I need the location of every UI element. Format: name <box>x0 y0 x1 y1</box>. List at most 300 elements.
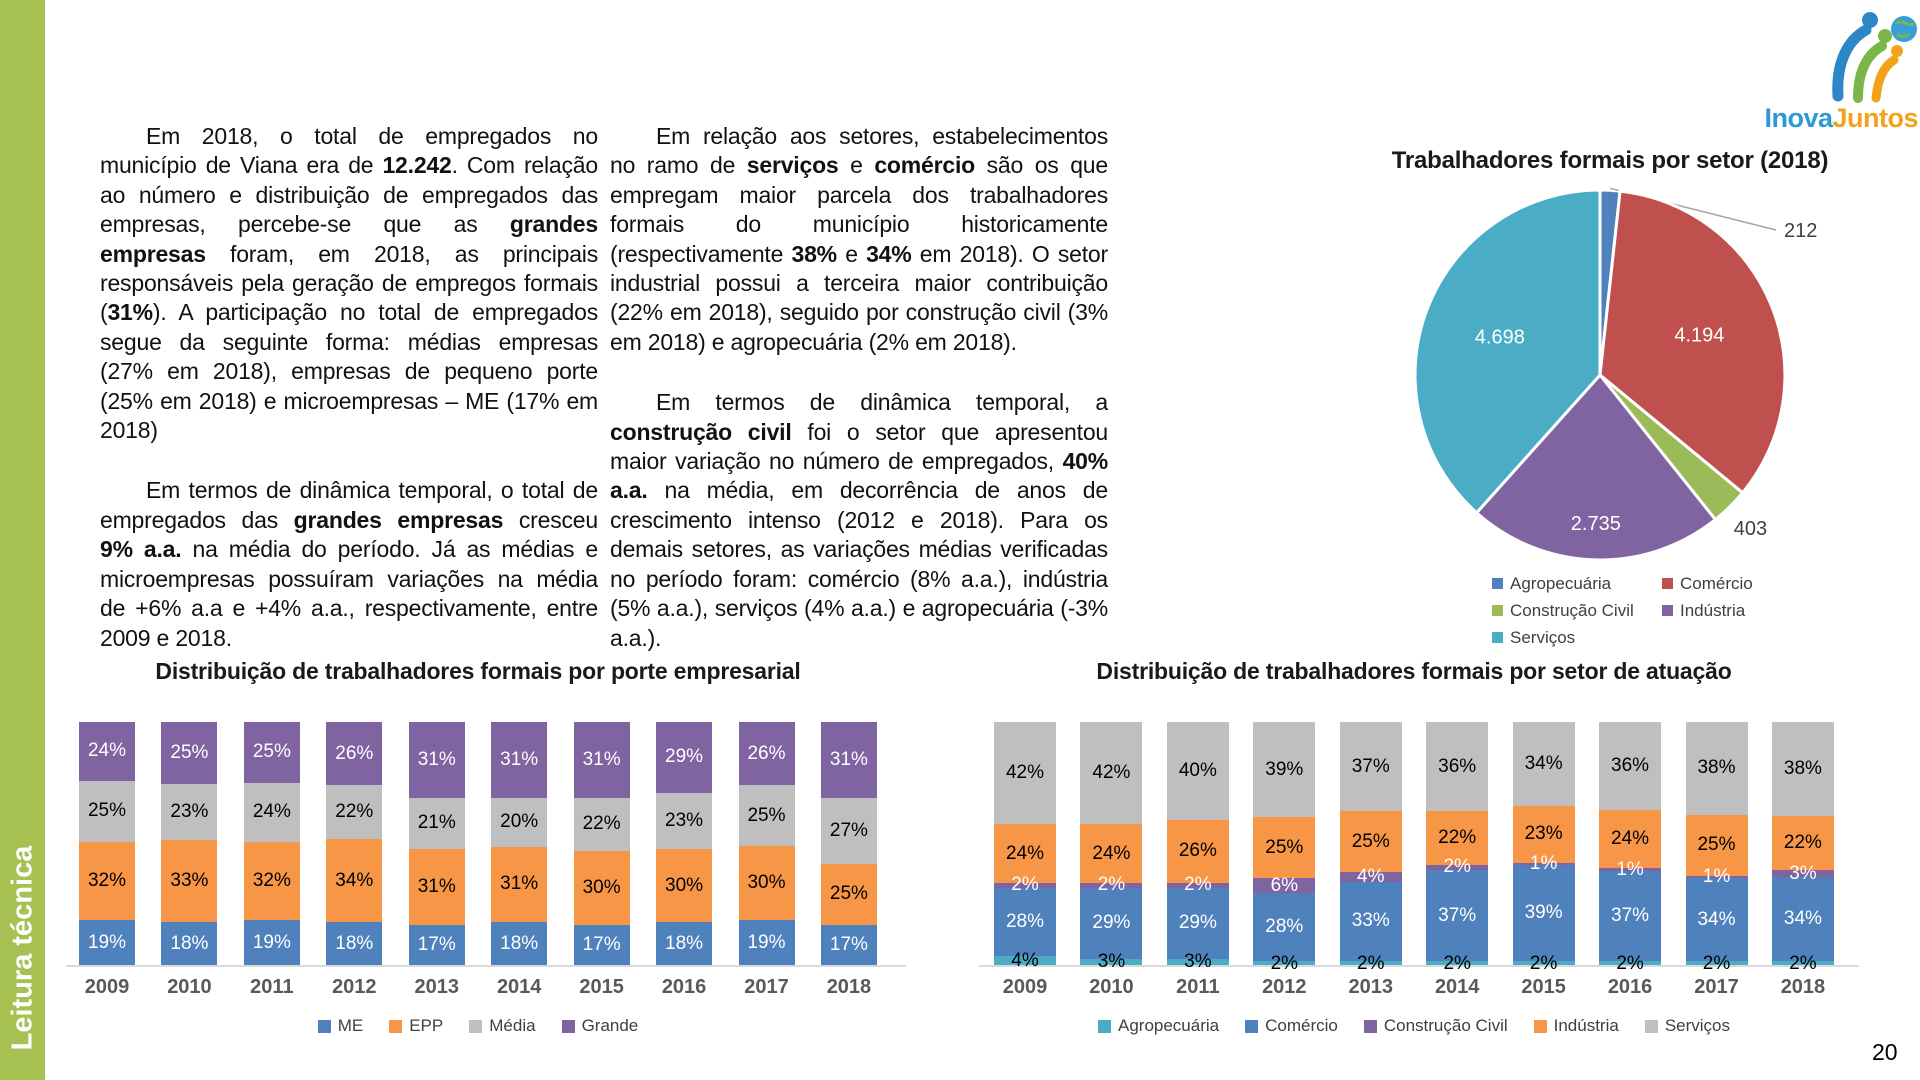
bar-segment-ME <box>491 922 547 966</box>
bar-segment-Grande <box>326 722 382 785</box>
data-label: 22% <box>1783 831 1822 853</box>
x-axis-label: 2011 <box>250 976 294 998</box>
text-run: na média do período. Já as médias e microempresas possuíram variações na média de +6% a.a e +4% a.a., respectivamente, entre 2009 e 2018. <box>100 536 598 651</box>
pie-data-label: 4.698 <box>1474 326 1525 349</box>
data-label: 25% <box>87 800 127 822</box>
data-label: 27% <box>829 819 868 841</box>
bold-text-run: grandes empresas <box>100 211 598 267</box>
stacked-bar-2016 <box>656 722 712 966</box>
stacked-bar-2011 <box>244 722 300 966</box>
legend-label: Agropecuária <box>1510 573 1612 593</box>
data-label: 37% <box>1351 755 1390 777</box>
bar-segment-Construção Civil <box>1599 858 1661 880</box>
stacked-bar-2010 <box>1080 722 1142 973</box>
text-column-1 <box>100 122 598 653</box>
legend-item-Comércio <box>1662 570 1832 597</box>
bar-segment-ME <box>821 925 877 967</box>
data-label: 23% <box>170 800 209 822</box>
data-label: 24% <box>1092 842 1131 864</box>
stacked-bar-2017 <box>1686 722 1748 974</box>
legend-item-Agropecuária <box>1098 1016 1219 1036</box>
text-run: são os que empregam maior parcela dos trabalhadores formais do município historicamente (respectivamente <box>610 152 1108 267</box>
data-label: 26% <box>1178 840 1217 862</box>
bar-segment-Comércio <box>1599 871 1661 961</box>
data-label: 24% <box>252 801 291 823</box>
data-label: 34% <box>1783 908 1822 930</box>
bar-segment-ME <box>79 920 135 966</box>
bar-segment-ME <box>739 920 795 966</box>
legend-swatch <box>1645 1020 1658 1033</box>
x-axis-label: 2013 <box>414 976 459 998</box>
legend-item-Construção Civil <box>1364 1016 1508 1036</box>
x-axis-label: 2009 <box>84 976 130 998</box>
bar-segment-EPP <box>491 847 547 923</box>
bar-segment-Construção Civil <box>1772 862 1834 884</box>
stacked-bar-2018 <box>1772 722 1834 974</box>
paragraph <box>610 388 1108 653</box>
stacked-bar-2010 <box>161 722 217 966</box>
data-label: 2% <box>1702 952 1731 974</box>
bar-segment-ME <box>574 925 630 967</box>
data-label: 32% <box>87 869 127 891</box>
text-run: Em 2018, o total de empregados no município de Viana era de <box>100 123 598 179</box>
legend-label: Média <box>489 1016 536 1035</box>
data-label: 39% <box>1265 758 1304 780</box>
data-label: 32% <box>252 869 291 891</box>
data-label: 19% <box>747 931 786 953</box>
legend-swatch <box>562 1020 575 1033</box>
bar-segment-Construção Civil <box>1167 874 1229 896</box>
bar-segment-Serviços <box>994 722 1056 825</box>
bar-segment-Serviços <box>1513 722 1575 806</box>
bold-text-run: 9% a.a. <box>100 536 182 563</box>
bold-text-run: construção civil <box>610 418 792 445</box>
paragraph <box>100 122 598 445</box>
logo-figure-orange-head <box>1891 45 1903 57</box>
bar-segment-EPP <box>409 849 465 925</box>
text-run: foi o setor que apresentou maior variação no número de empregados, <box>610 418 1108 475</box>
legend-label: Indústria <box>1553 1016 1619 1035</box>
x-axis-line <box>979 965 1859 967</box>
x-axis-label: 2012 <box>332 976 377 998</box>
legend-item-Grande <box>562 1016 639 1036</box>
data-label: 2% <box>1011 874 1039 896</box>
x-axis-label: 2014 <box>496 976 542 998</box>
inovajuntos-wordmark <box>1730 103 1918 134</box>
data-label: 19% <box>252 931 291 953</box>
data-label: 17% <box>582 934 621 956</box>
data-label: 30% <box>747 872 786 894</box>
data-label: 25% <box>747 804 786 826</box>
bar-segment-Comércio <box>1426 870 1488 961</box>
legend-swatch <box>1492 632 1503 643</box>
bar-segment-ME <box>409 925 465 967</box>
stacked-bar-2009 <box>994 722 1056 972</box>
data-label: 25% <box>1265 836 1304 858</box>
bar-segment-Grande <box>656 722 712 793</box>
text-run: na média, em decorrência de anos de crescimento intenso (2012 e 2018). Para os demais setores, as variações médias verificadas no período foram: comércio (8% a.a.), indústria (5% a.a.), serviços (4% a.a.) e agropecuária (-3% a.a.). <box>610 477 1108 651</box>
data-label: 2% <box>1270 952 1299 974</box>
bar-chart-setor-title: Distribuição de trabalhadores formais por setor de atuação <box>1096 658 1732 684</box>
text-run: e <box>838 152 875 179</box>
data-label: 3% <box>1184 951 1212 973</box>
bar-segment-Média <box>326 785 382 839</box>
bar-segment-Comércio <box>1080 888 1142 959</box>
data-label: 2% <box>1443 856 1471 878</box>
pie-chart-legend <box>1492 570 1852 651</box>
legend-swatch <box>1662 605 1673 616</box>
x-axis-label: 2017 <box>744 976 789 998</box>
logo-figure-orange <box>1876 60 1894 98</box>
bar-segment-Comércio <box>994 888 1056 956</box>
data-label: 19% <box>87 931 127 953</box>
bar-segment-EPP <box>161 840 217 921</box>
x-axis-label: 2016 <box>661 976 707 998</box>
data-label: 36% <box>1438 755 1477 777</box>
bar-segment-Grande <box>574 722 630 798</box>
bar-segment-Construção Civil <box>994 874 1056 896</box>
data-label: 31% <box>500 873 539 895</box>
data-label: 26% <box>747 742 786 764</box>
data-label: 25% <box>252 741 291 763</box>
data-label: 34% <box>1524 752 1563 774</box>
bar-segment-Indústria <box>1253 817 1315 878</box>
bar-segment-Serviços <box>1772 722 1834 816</box>
bar-segment-Grande <box>161 722 217 784</box>
bar-segment-Indústria <box>1686 815 1748 876</box>
bar-segment-Média <box>656 793 712 849</box>
stacked-bar-2013 <box>1340 722 1402 974</box>
bar-segment-Serviços <box>1686 722 1748 815</box>
pie-chart <box>1390 170 1920 590</box>
data-label: 22% <box>582 813 621 835</box>
bold-text-run: 31% <box>107 299 153 326</box>
bar-segment-Serviços <box>1080 722 1142 825</box>
data-label: 2% <box>1443 952 1471 974</box>
data-label: 33% <box>1351 910 1390 932</box>
data-label: 1% <box>1616 858 1644 880</box>
bar-segment-Indústria <box>1513 806 1575 863</box>
bar-segment-Média <box>739 785 795 846</box>
legend-item-Serviços <box>1492 624 1662 651</box>
paragraph <box>100 476 598 652</box>
paragraph <box>610 122 1108 357</box>
stacked-bar-2014 <box>1426 722 1488 974</box>
text-run: Em termos de dinâmica temporal, a <box>656 389 1108 416</box>
legend-swatch <box>1662 578 1673 589</box>
bar-segment-ME <box>244 920 300 966</box>
x-axis-label: 2018 <box>826 976 872 998</box>
x-axis-label: 2016 <box>1607 976 1653 998</box>
text-run: e <box>836 240 867 267</box>
data-label: 36% <box>1611 754 1650 776</box>
bar-segment-Média <box>79 781 135 842</box>
stacked-bar-2015 <box>574 722 630 966</box>
bold-text-run: 12.242 <box>382 152 452 179</box>
data-label: 2% <box>1789 952 1817 974</box>
stacked-bar-2014 <box>491 722 547 966</box>
data-label: 4% <box>1357 865 1385 887</box>
bar-segment-Serviços <box>1599 722 1661 810</box>
data-label: 37% <box>1611 904 1650 926</box>
legend-label: Grande <box>581 1016 639 1035</box>
bold-text-run: 40% a.a. <box>610 448 1108 504</box>
x-axis-label: 2015 <box>579 976 624 998</box>
bar-segment-EPP <box>326 839 382 922</box>
legend-swatch <box>1492 605 1503 616</box>
data-label: 30% <box>665 874 704 896</box>
legend-item-Serviços <box>1645 1016 1730 1036</box>
bar-segment-Média <box>161 784 217 841</box>
legend-swatch <box>318 1020 331 1033</box>
legend-swatch <box>1245 1020 1258 1033</box>
bar-segment-Média <box>409 798 465 849</box>
data-label: 3% <box>1789 862 1817 884</box>
bar-segment-Grande <box>244 722 300 783</box>
bar-segment-Grande <box>79 722 135 781</box>
legend-item-Indústria <box>1662 597 1832 624</box>
bar-segment-Serviços <box>1253 722 1315 817</box>
data-label: 18% <box>170 932 209 954</box>
bar-segment-Grande <box>409 722 465 798</box>
bar-segment-Indústria <box>1599 810 1661 869</box>
data-label: 25% <box>170 741 209 763</box>
side-band <box>0 0 45 1080</box>
data-label: 1% <box>1529 852 1558 874</box>
legend-label: Serviços <box>1664 1016 1731 1035</box>
bar-segment-EPP <box>244 842 300 920</box>
data-label: 28% <box>1005 911 1045 933</box>
data-label: 39% <box>1524 902 1563 924</box>
legend-item-Construção Civil <box>1492 597 1662 624</box>
bar-segment-Construção Civil <box>1340 865 1402 887</box>
data-label: 40% <box>1178 759 1217 781</box>
legend-label: Comércio <box>1265 1016 1338 1035</box>
text-column-2 <box>610 122 1108 653</box>
bar-segment-Grande <box>739 722 795 785</box>
bar-segment-Indústria <box>1340 811 1402 871</box>
data-label: 29% <box>1092 912 1131 934</box>
data-label: 23% <box>665 809 704 831</box>
text-run: ). A participação no total de empregados segue da seguinte forma: médias empresas (27% em 2018), empresas de pequeno porte (25% em 2018) e microempresas – ME (17% em 2018) <box>100 299 598 444</box>
logo-figure-blue-head <box>1862 12 1878 28</box>
stacked-bar-2011 <box>1167 722 1229 973</box>
data-label: 3% <box>1097 951 1126 973</box>
bar-segment-EPP <box>739 846 795 919</box>
bar-segment-Serviços <box>1167 722 1229 820</box>
data-label: 2% <box>1097 874 1126 896</box>
bar-segment-Média <box>821 798 877 864</box>
pie-data-label: 2.735 <box>1570 512 1621 535</box>
bar-segment-Construção Civil <box>1080 874 1142 896</box>
pie-data-label: 403 <box>1733 518 1768 540</box>
legend-label: Comércio <box>1680 573 1753 593</box>
text-run: cresceu <box>503 506 598 533</box>
stacked-bar-2018 <box>821 722 877 966</box>
bar-segment-Indústria <box>1080 824 1142 883</box>
x-axis-label: 2017 <box>1694 976 1739 998</box>
legend-swatch <box>389 1020 402 1033</box>
legend-label: EPP <box>409 1016 444 1035</box>
stacked-bar-2012 <box>1253 722 1315 974</box>
bar-segment-Comércio <box>1253 893 1315 961</box>
stacked-bar-2013 <box>409 722 465 966</box>
bold-text-run: 38% <box>791 240 837 267</box>
stacked-bar-2009 <box>79 722 135 966</box>
x-axis-label: 2009 <box>1002 976 1048 998</box>
data-label: 21% <box>417 812 456 834</box>
text-run: em 2018). O setor industrial possui a terceira maior contribuição (22% em 2018), seguido por construção civil (3% em 2018) e agropecuária (2% em 2018). <box>610 240 1108 355</box>
x-axis-label: 2012 <box>1262 976 1307 998</box>
bar-segment-Comércio <box>1686 878 1748 961</box>
x-axis-label: 2013 <box>1348 976 1393 998</box>
legend-item-EPP <box>389 1016 443 1036</box>
legend-swatch <box>1492 578 1503 589</box>
data-label: 33% <box>170 869 209 891</box>
legend-item-Comércio <box>1245 1016 1338 1036</box>
legend-item-Média <box>469 1016 535 1036</box>
stacked-bar-2016 <box>1599 722 1661 974</box>
bar-segment-Serviços <box>1340 722 1402 811</box>
wordmark-inova: Inova <box>1764 103 1833 133</box>
legend-label: Construção Civil <box>1510 600 1634 620</box>
bar-segment-Média <box>244 783 300 842</box>
legend-swatch <box>469 1020 482 1033</box>
page-number: 20 <box>1872 1039 1898 1065</box>
legend-swatch <box>1534 1020 1547 1033</box>
x-axis-label: 2011 <box>1176 976 1220 998</box>
bar-segment-EPP <box>656 849 712 922</box>
data-label: 29% <box>1178 912 1217 934</box>
data-label: 2% <box>1529 952 1558 974</box>
data-label: 18% <box>335 933 374 955</box>
bar-segment-Serviços <box>1426 722 1488 811</box>
text-run: foram, em 2018, as principais responsáveis pela geração de empregos formais ( <box>100 240 598 326</box>
bar-segment-Construção Civil <box>1513 852 1575 874</box>
bar-segment-Indústria <box>1772 816 1834 870</box>
data-label: 18% <box>665 933 704 955</box>
data-label: 31% <box>829 748 868 770</box>
data-label: 29% <box>665 746 704 768</box>
bar-segment-Comércio <box>1513 865 1575 961</box>
bold-text-run: 34% <box>866 240 912 267</box>
data-label: 4% <box>1011 950 1039 972</box>
data-label: 37% <box>1438 904 1477 926</box>
text-run: . Com relação ao número e distribuição de empregados das empresas, percebe-se que as <box>100 152 598 238</box>
data-label: 34% <box>335 869 374 891</box>
data-label: 31% <box>582 748 621 770</box>
bar-segment-Grande <box>491 722 547 798</box>
bar-segment-EPP <box>821 864 877 925</box>
data-label: 20% <box>500 811 539 833</box>
data-label: 25% <box>829 883 868 904</box>
bar-segment-Indústria <box>994 824 1056 883</box>
bar-segment-Construção Civil <box>1686 865 1748 887</box>
bar-segment-Média <box>574 798 630 852</box>
logo-figure-green-head <box>1878 29 1892 43</box>
x-axis-label: 2015 <box>1521 976 1566 998</box>
data-label: 1% <box>1702 865 1731 887</box>
data-label: 38% <box>1697 757 1736 779</box>
x-axis-label: 2010 <box>1089 976 1134 998</box>
data-label: 23% <box>1524 823 1563 845</box>
legend-item-Indústria <box>1534 1016 1619 1036</box>
bar-segment-ME <box>326 922 382 966</box>
legend-label: ME <box>337 1016 364 1035</box>
legend-label: Indústria <box>1680 600 1746 620</box>
legend-swatch <box>1098 1020 1111 1033</box>
bar-segment-Comércio <box>1167 888 1229 959</box>
logo-globe <box>1891 16 1917 42</box>
data-label: 24% <box>1005 842 1045 864</box>
data-label: 28% <box>1265 915 1304 937</box>
x-axis-label: 2014 <box>1434 976 1480 998</box>
stacked-bar-2015 <box>1513 722 1575 974</box>
bar-segment-EPP <box>79 842 135 920</box>
data-label: 38% <box>1783 757 1822 779</box>
data-label: 31% <box>417 748 456 770</box>
legend-label: Construção Civil <box>1383 1016 1508 1035</box>
bar-segment-EPP <box>574 851 630 924</box>
data-label: 17% <box>417 934 456 956</box>
text-run: Em termos de dinâmica temporal, o total de empregados das <box>100 477 598 533</box>
bar-chart-porte-title: Distribuição de trabalhadores formais por porte empresarial <box>155 658 801 684</box>
data-label: 42% <box>1005 762 1045 784</box>
legend-item-Agropecuária <box>1492 570 1662 597</box>
bar-segment-ME <box>656 922 712 966</box>
x-axis-label: 2018 <box>1780 976 1826 998</box>
legend-label: Agropecuária <box>1117 1016 1220 1035</box>
bold-text-run: grandes empresas <box>293 506 504 533</box>
bar-segment-Média <box>491 798 547 847</box>
data-label: 2% <box>1357 952 1385 974</box>
bar-segment-Construção Civil <box>1253 874 1315 896</box>
x-axis-label: 2010 <box>167 976 212 998</box>
data-label: 24% <box>1611 828 1650 850</box>
data-label: 26% <box>335 742 374 764</box>
data-label: 25% <box>1697 834 1736 856</box>
bar-chart-porte-categories <box>79 976 877 999</box>
data-label: 18% <box>500 933 539 955</box>
bar-chart-porte-legend <box>79 1016 877 1036</box>
data-label: 25% <box>1351 830 1390 852</box>
legend-item-ME <box>318 1016 364 1036</box>
x-axis-line <box>66 965 906 967</box>
data-label: 24% <box>87 740 127 762</box>
bar-chart-porte <box>79 722 877 966</box>
data-label: 30% <box>582 876 621 898</box>
pie-data-label: 212 <box>1784 220 1818 242</box>
data-label: 34% <box>1697 908 1736 930</box>
bar-segment-Indústria <box>1167 820 1229 883</box>
data-label: 2% <box>1184 874 1212 896</box>
data-label: 22% <box>1438 826 1477 848</box>
pie-data-label: 4.194 <box>1674 324 1725 347</box>
data-label: 42% <box>1092 762 1131 784</box>
data-label: 31% <box>417 875 456 897</box>
data-label: 6% <box>1270 874 1299 896</box>
legend-swatch <box>1364 1020 1377 1033</box>
bar-segment-Indústria <box>1426 811 1488 865</box>
wordmark-juntos: Juntos <box>1832 103 1918 133</box>
side-band-label: Leitura técnica <box>6 845 39 1051</box>
data-label: 31% <box>500 748 539 770</box>
stacked-bar-2012 <box>326 722 382 966</box>
data-label: 17% <box>829 934 868 956</box>
bar-chart-setor <box>994 722 1834 974</box>
bar-chart-setor-categories <box>994 976 1834 999</box>
bar-segment-Comércio <box>1772 877 1834 961</box>
